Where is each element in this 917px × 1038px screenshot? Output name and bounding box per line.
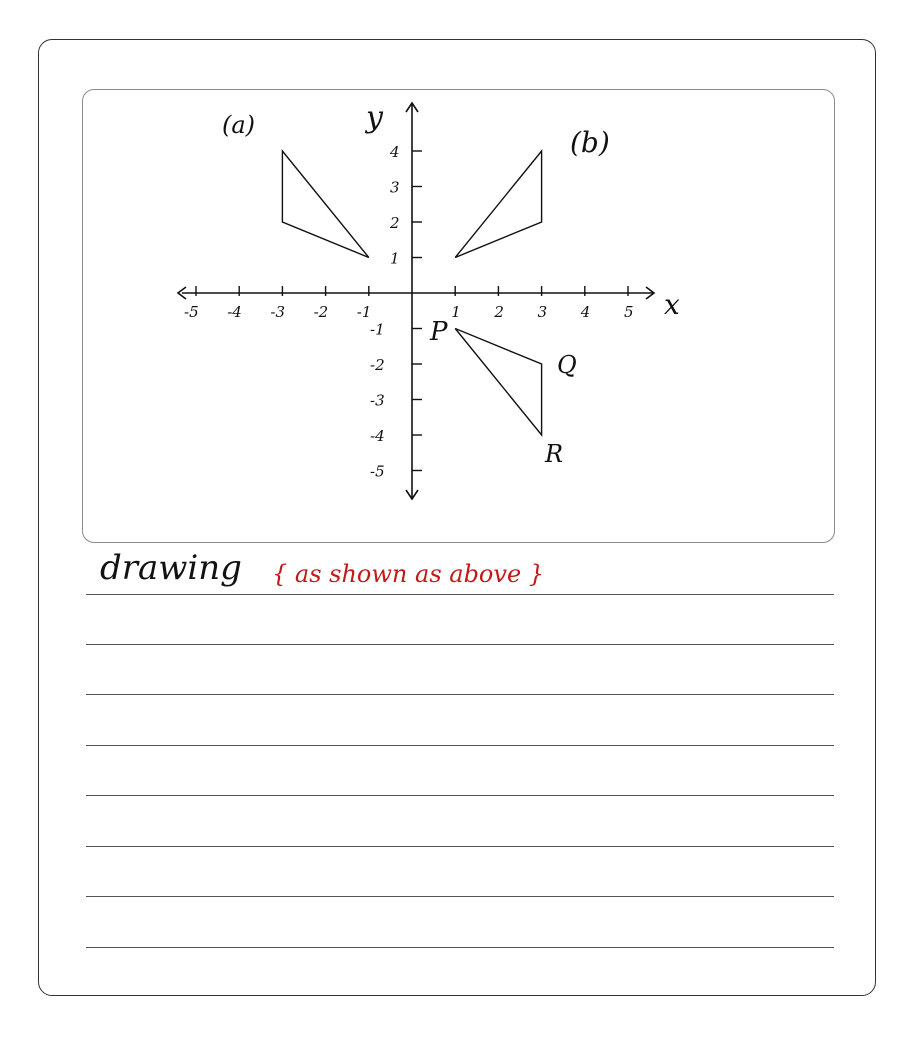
x-tick-label: 5 (624, 303, 634, 321)
triangle-a (282, 151, 368, 258)
y-tick-label: -2 (370, 356, 385, 374)
y-axis-label: y (366, 100, 383, 135)
y-axis-ticks (370, 143, 422, 481)
answer-line (86, 896, 834, 897)
y-tick-label: 3 (390, 178, 400, 197)
x-tick-label: -2 (313, 303, 329, 321)
x-tick-label: 3 (537, 303, 548, 321)
vertex-r-label: R (545, 440, 564, 468)
answer-note: { as shown as above } (272, 560, 545, 588)
answer-line (86, 846, 834, 847)
vertex-q-label: Q (557, 351, 577, 379)
triangle-b (455, 151, 541, 258)
y-tick-label: -5 (370, 462, 385, 481)
answer-line (86, 947, 834, 948)
answer-line (86, 594, 834, 595)
x-tick-label: 2 (494, 303, 504, 321)
triangle-b-label: (b) (570, 126, 610, 159)
answer-word: drawing (100, 548, 242, 588)
x-tick-label: -4 (227, 303, 242, 321)
x-tick-label: -3 (270, 303, 286, 321)
y-tick-label: -4 (370, 427, 385, 445)
y-tick-label: 2 (390, 214, 400, 232)
y-tick-label: -1 (370, 320, 385, 339)
answer-line (86, 694, 834, 695)
y-tick-label: -3 (370, 391, 385, 410)
x-tick-label: -1 (356, 303, 372, 321)
x-axis (178, 287, 654, 299)
x-axis-ticks (184, 286, 634, 321)
y-axis (406, 103, 418, 499)
triangle-pqr (455, 329, 541, 436)
x-tick-label: 1 (451, 303, 461, 321)
answer-line (86, 644, 834, 645)
answer-line (86, 795, 834, 796)
x-axis-label: x (664, 288, 680, 321)
y-tick-label: 4 (390, 143, 400, 161)
vertex-p-label: P (430, 317, 448, 347)
x-tick-label: 4 (580, 303, 591, 321)
answer-line (86, 745, 834, 746)
y-tick-label: 1 (390, 249, 400, 268)
x-tick-label: -5 (184, 303, 199, 321)
triangle-a-label: (a) (222, 111, 256, 139)
